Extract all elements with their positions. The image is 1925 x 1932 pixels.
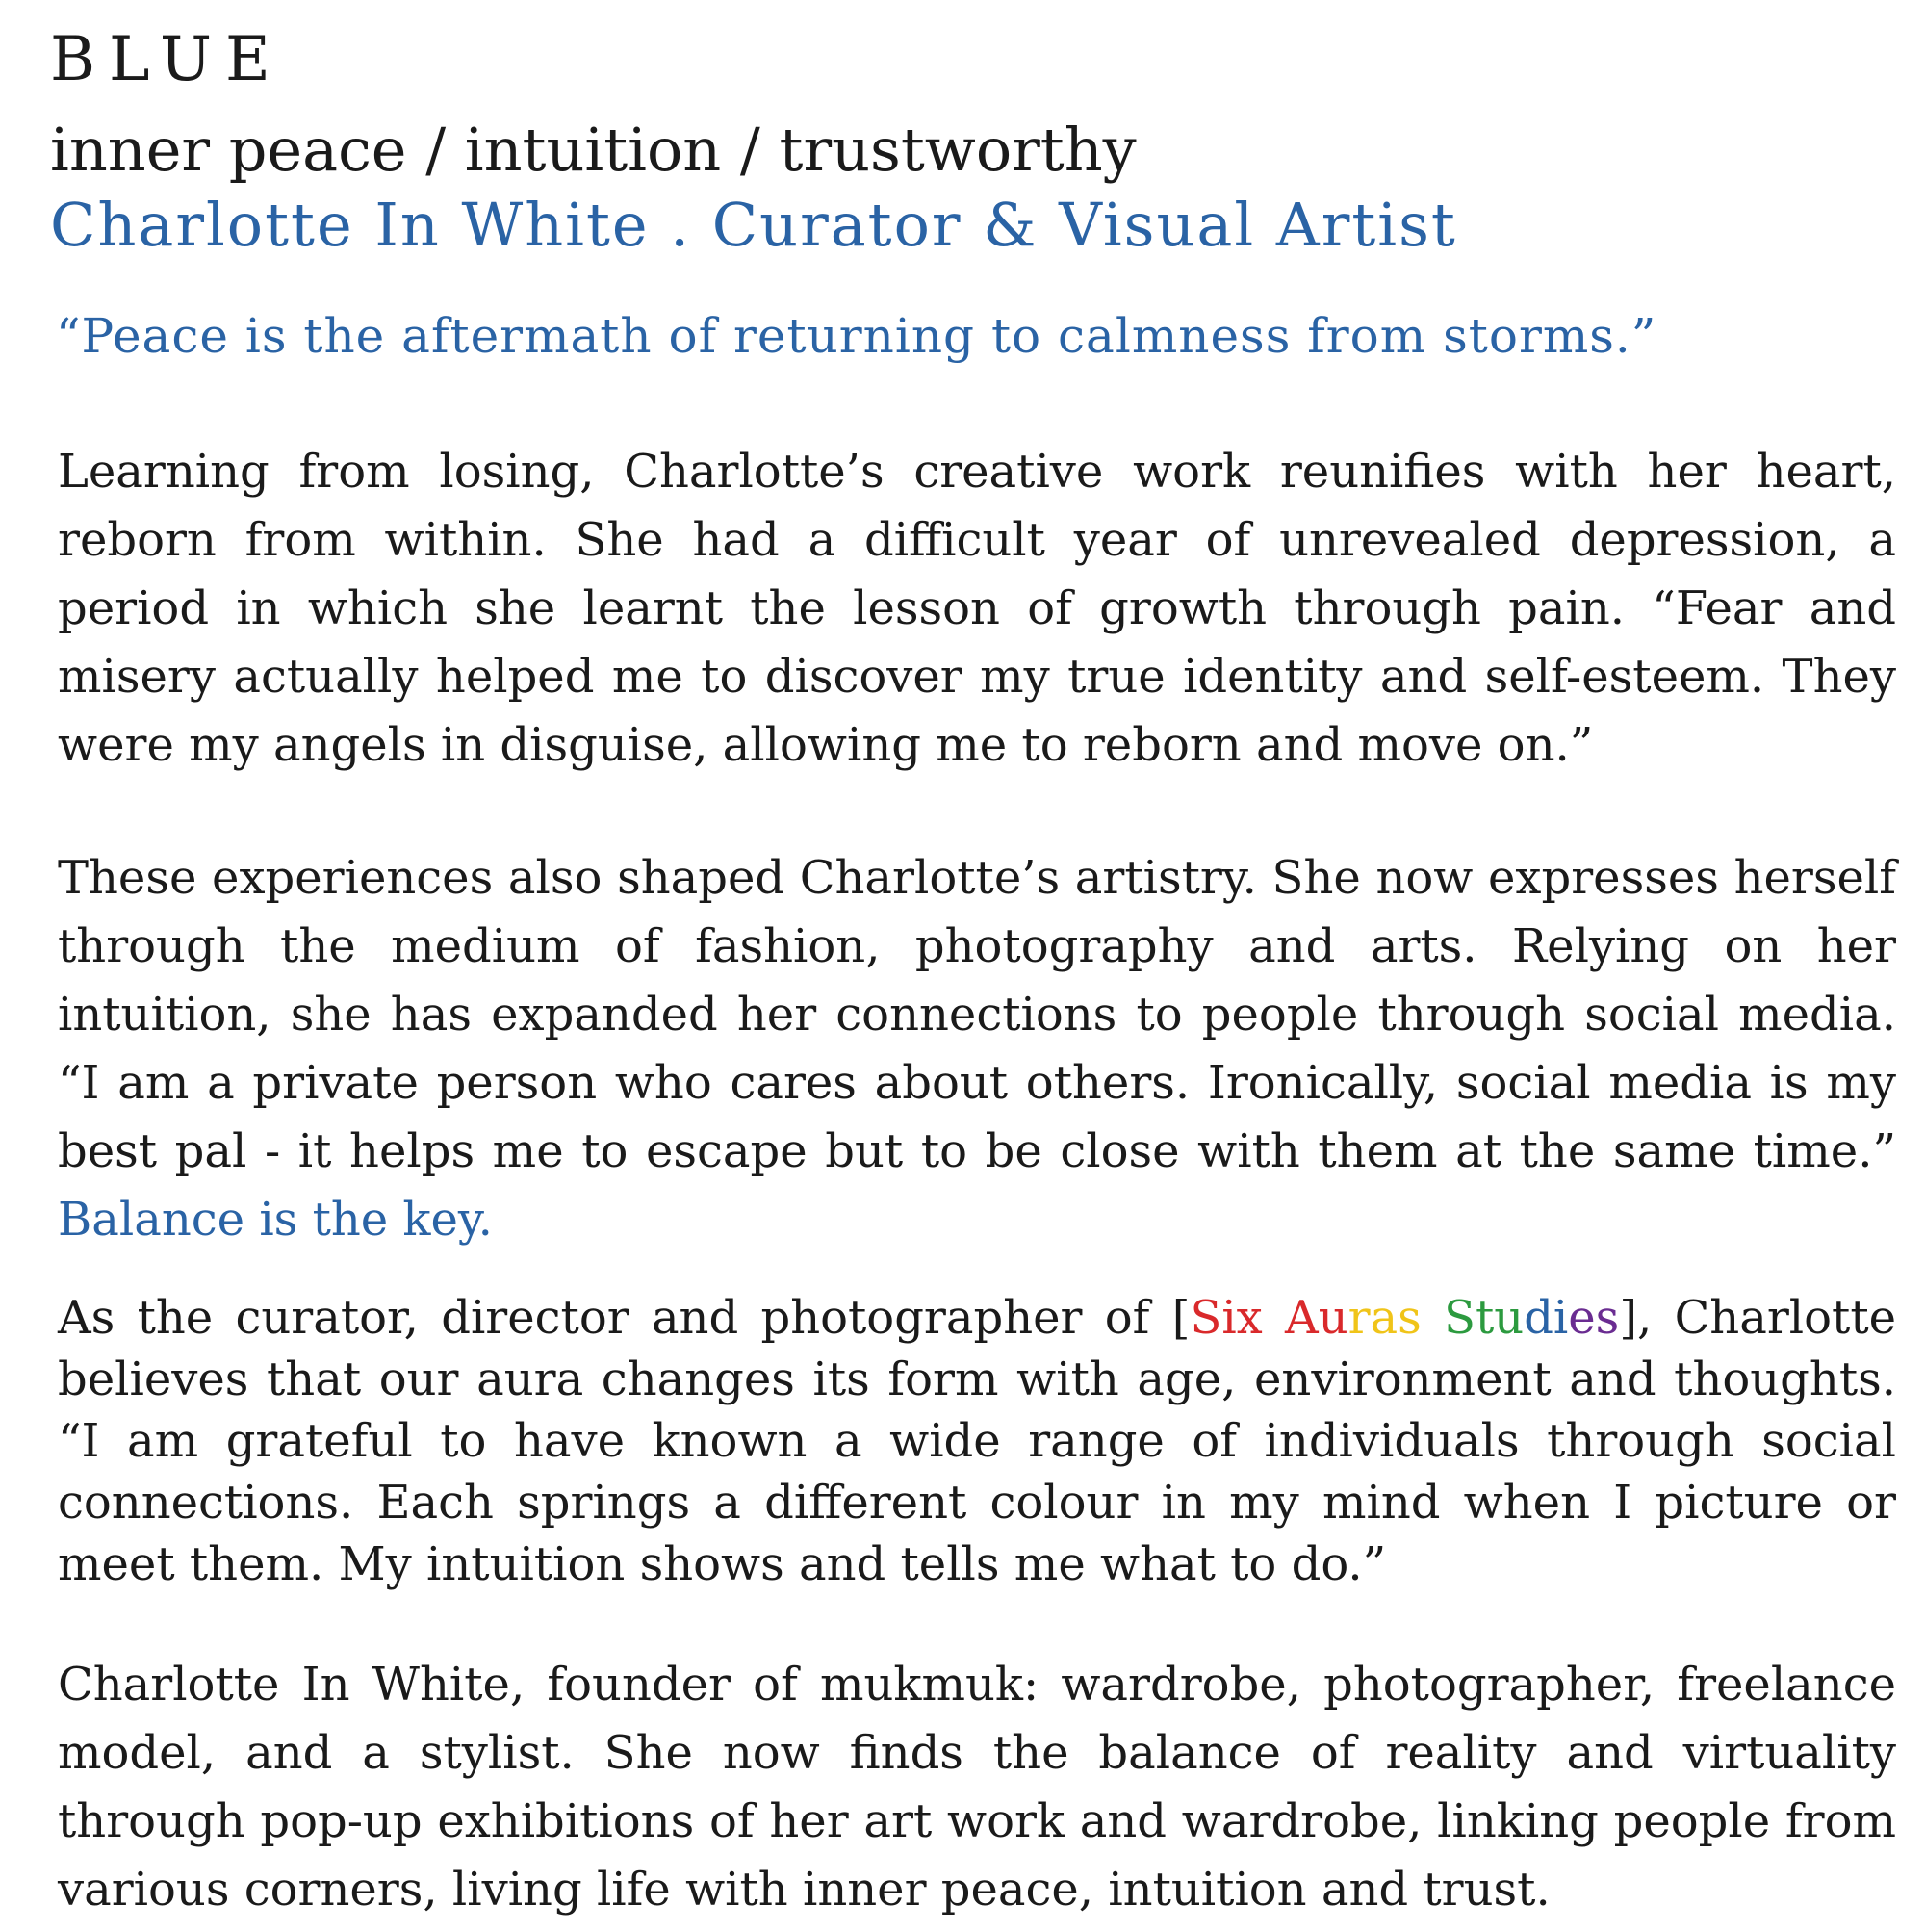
keywords-line: inner peace / intuition / trustworthy bbox=[50, 115, 1137, 185]
title-part-yellow: ras bbox=[1348, 1291, 1445, 1345]
paragraph-3-rest: ], Charlotte believes that our aura changes its form with age, environment and thoughts. “I am grateful to have known a wide range of individuals through social connections. Each springs a different colour in my mind when I picture or meet them. My intuition shows and tells me what to do.” bbox=[58, 1291, 1897, 1591]
paragraph-2 bbox=[58, 844, 1896, 1254]
title-part-purple: es bbox=[1568, 1291, 1620, 1345]
title-part-blue: di bbox=[1524, 1291, 1569, 1345]
balance-highlight: Balance is the key. bbox=[58, 1193, 493, 1247]
paragraph-1: Learning from losing, Charlotte’s creative work reunifies with her heart, reborn from within. She had a difficult year of unrevealed depression, a period in which she learnt the lesson of growth through pain. “Fear and misery actually helped me to discover my true identity and self-esteem. They were my angels in disguise, allowing me to reborn and move on.” bbox=[58, 445, 1896, 772]
paragraph-2-text: These experiences also shaped Charlotte’s artistry. She now expresses herself through the medium of fashion, photography and arts. Relying on her intuition, she has expanded her connections to people through social media. “I am a private person who cares about others. Ironically, social media is my best pal - it helps me to escape but to be close with them at the same time.” bbox=[58, 851, 1896, 1178]
page-title: BLUE bbox=[50, 24, 284, 95]
pull-quote: “Peace is the aftermath of returning to calmness from storms.” bbox=[56, 308, 1657, 364]
six-auras-studies-title bbox=[1190, 1291, 1619, 1345]
paragraph-4: Charlotte In White, founder of mukmuk: wardrobe, photographer, freelance model, and a stylist. She now finds the balance of reality and virtuality through pop-up exhibitions of her art work and wardrobe, linking people from various corners, living life with inner peace, intuition and trust. bbox=[58, 1658, 1896, 1917]
title-part-red: Six bbox=[1190, 1291, 1286, 1345]
author-byline: Charlotte In White . Curator & Visual Artist bbox=[50, 190, 1457, 260]
title-part-red: Au bbox=[1285, 1291, 1348, 1345]
paragraph-3-intro: As the curator, director and photographer of [ bbox=[58, 1291, 1191, 1345]
title-part-green: Stu bbox=[1444, 1291, 1525, 1345]
paragraph-3 bbox=[58, 1287, 1896, 1595]
